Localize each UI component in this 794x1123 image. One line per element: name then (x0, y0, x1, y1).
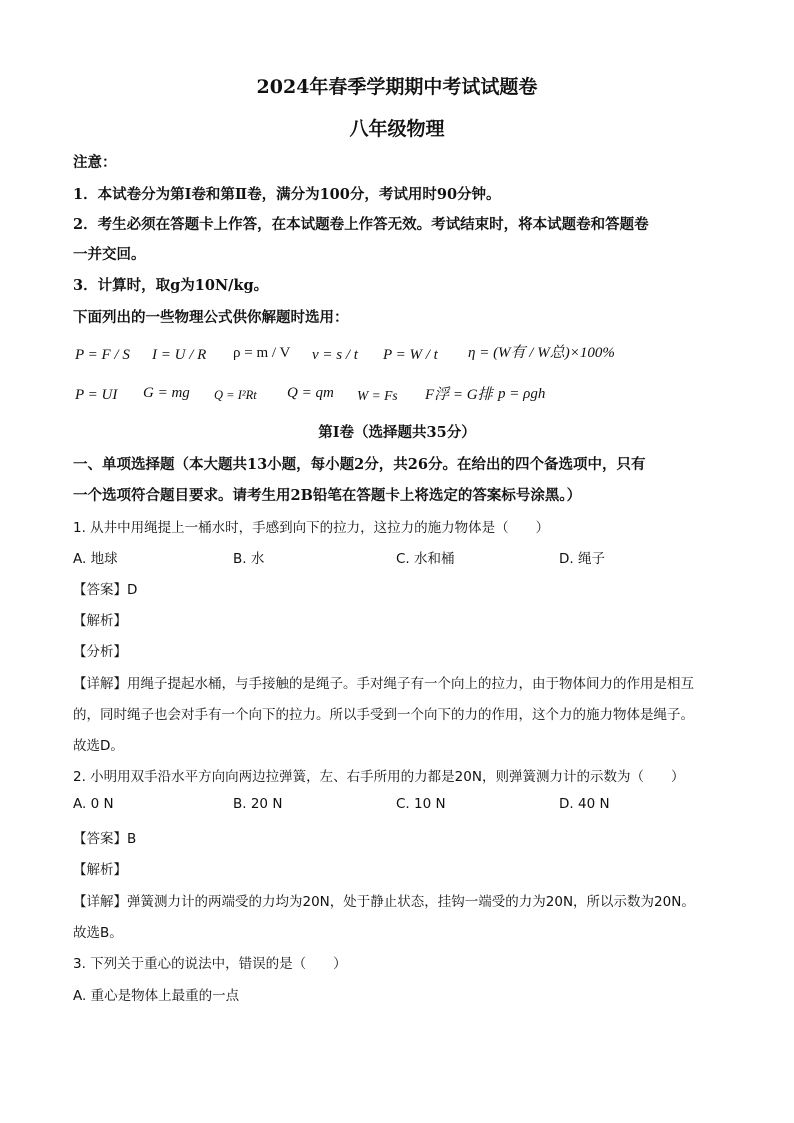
q2-option-d: D. 40 N (559, 796, 610, 812)
formula-speed: v = s / t (312, 347, 358, 363)
section1-instruction-cont: 一个选项符合题目要求。请考生用2B铅笔在答题卡上将选定的答案标号涂黑。） (73, 487, 582, 504)
formula-liquid-pressure: p = ρgh (498, 386, 546, 402)
section1-title: 第Ⅰ卷（选择题共35分） (318, 424, 476, 441)
q1-fenxi: 【分析】 (73, 644, 127, 660)
formula-electric-power: P = UI (75, 387, 118, 403)
q2-detail: 【详解】弹簧测力计的两端受的力均为20N，处于静止状态，挂钩一端受的力为20N，所以示数为20N。 (73, 894, 695, 910)
exam-title: 2024年春季学期期中考试试题卷 (256, 76, 538, 98)
note-item-1: 1．本试卷分为第Ⅰ卷和第Ⅱ卷，满分为100分，考试用时90分钟。 (73, 186, 501, 203)
q1-analysis: 【解析】 (73, 613, 127, 629)
formula-work: W = Fs (357, 388, 398, 403)
formula-fuel-heat: Q = qm (287, 385, 334, 401)
q2-stem: 2. 小明用双手沿水平方向向两边拉弹簧，左、右手所用的力都是20N，则弹簧测力计的示数为（ ） (73, 769, 685, 785)
q2-option-c: C. 10 N (396, 796, 446, 812)
formula-power: P = W / t (383, 347, 438, 363)
q2-option-a: A. 0 N (73, 796, 114, 812)
formula-density: ρ = m / V (233, 345, 291, 361)
formula-gravity: G = mg (143, 385, 190, 401)
q2-answer: 【答案】B (73, 831, 137, 847)
q1-detail-cont: 的，同时绳子也会对手有一个向下的拉力。所以手受到一个向下的力的作用，这个力的施力物体是绳子。 (73, 707, 694, 723)
q1-option-d: D. 绳子 (559, 551, 605, 567)
exam-subtitle: 八年级物理 (349, 118, 445, 140)
formula-joule-heat: Q = I²Rt (214, 388, 257, 402)
q1-answer: 【答案】D (73, 582, 138, 598)
q3-option-a: A. 重心是物体上最重的一点 (73, 988, 240, 1004)
note-item-2-cont: 一并交回。 (73, 246, 146, 263)
q1-option-c: C. 水和桶 (396, 551, 455, 567)
formula-buoyancy: F浮 = G排 (425, 387, 493, 403)
formula-intro: 下面列出的一些物理公式供你解题时选用： (73, 309, 349, 326)
note-item-3: 3．计算时，取g为10N/kg。 (73, 277, 269, 294)
q1-stem: 1. 从井中用绳提上一桶水时，手感到向下的拉力，这拉力的施力物体是（ ） (73, 520, 550, 536)
q3-stem: 3. 下列关于重心的说法中，错误的是（ ） (73, 956, 347, 972)
note-item-2: 2．考生必须在答题卡上作答，在本试题卷上作答无效。考试结束时，将本试题卷和答题卷 (73, 216, 649, 233)
q1-conclusion: 故选D。 (73, 738, 124, 754)
q1-option-a: A. 地球 (73, 551, 118, 567)
notes-heading: 注意： (73, 154, 117, 171)
q2-analysis: 【解析】 (73, 862, 127, 878)
formula-efficiency: η = (W有 / W总)×100% (468, 345, 615, 361)
q2-option-b: B. 20 N (233, 796, 283, 812)
formula-current: I = U / R (152, 347, 207, 363)
formula-pressure: P = F / S (75, 347, 130, 363)
q1-detail: 【详解】用绳子提起水桶，与手接触的是绳子。手对绳子有一个向上的拉力，由于物体间力的作用是相互 (73, 676, 694, 692)
section1-instruction: 一、单项选择题（本大题共13小题，每小题2分，共26分。在给出的四个备选项中，只有 (73, 456, 646, 473)
q1-option-b: B. 水 (233, 551, 265, 567)
q2-conclusion: 故选B。 (73, 925, 123, 941)
